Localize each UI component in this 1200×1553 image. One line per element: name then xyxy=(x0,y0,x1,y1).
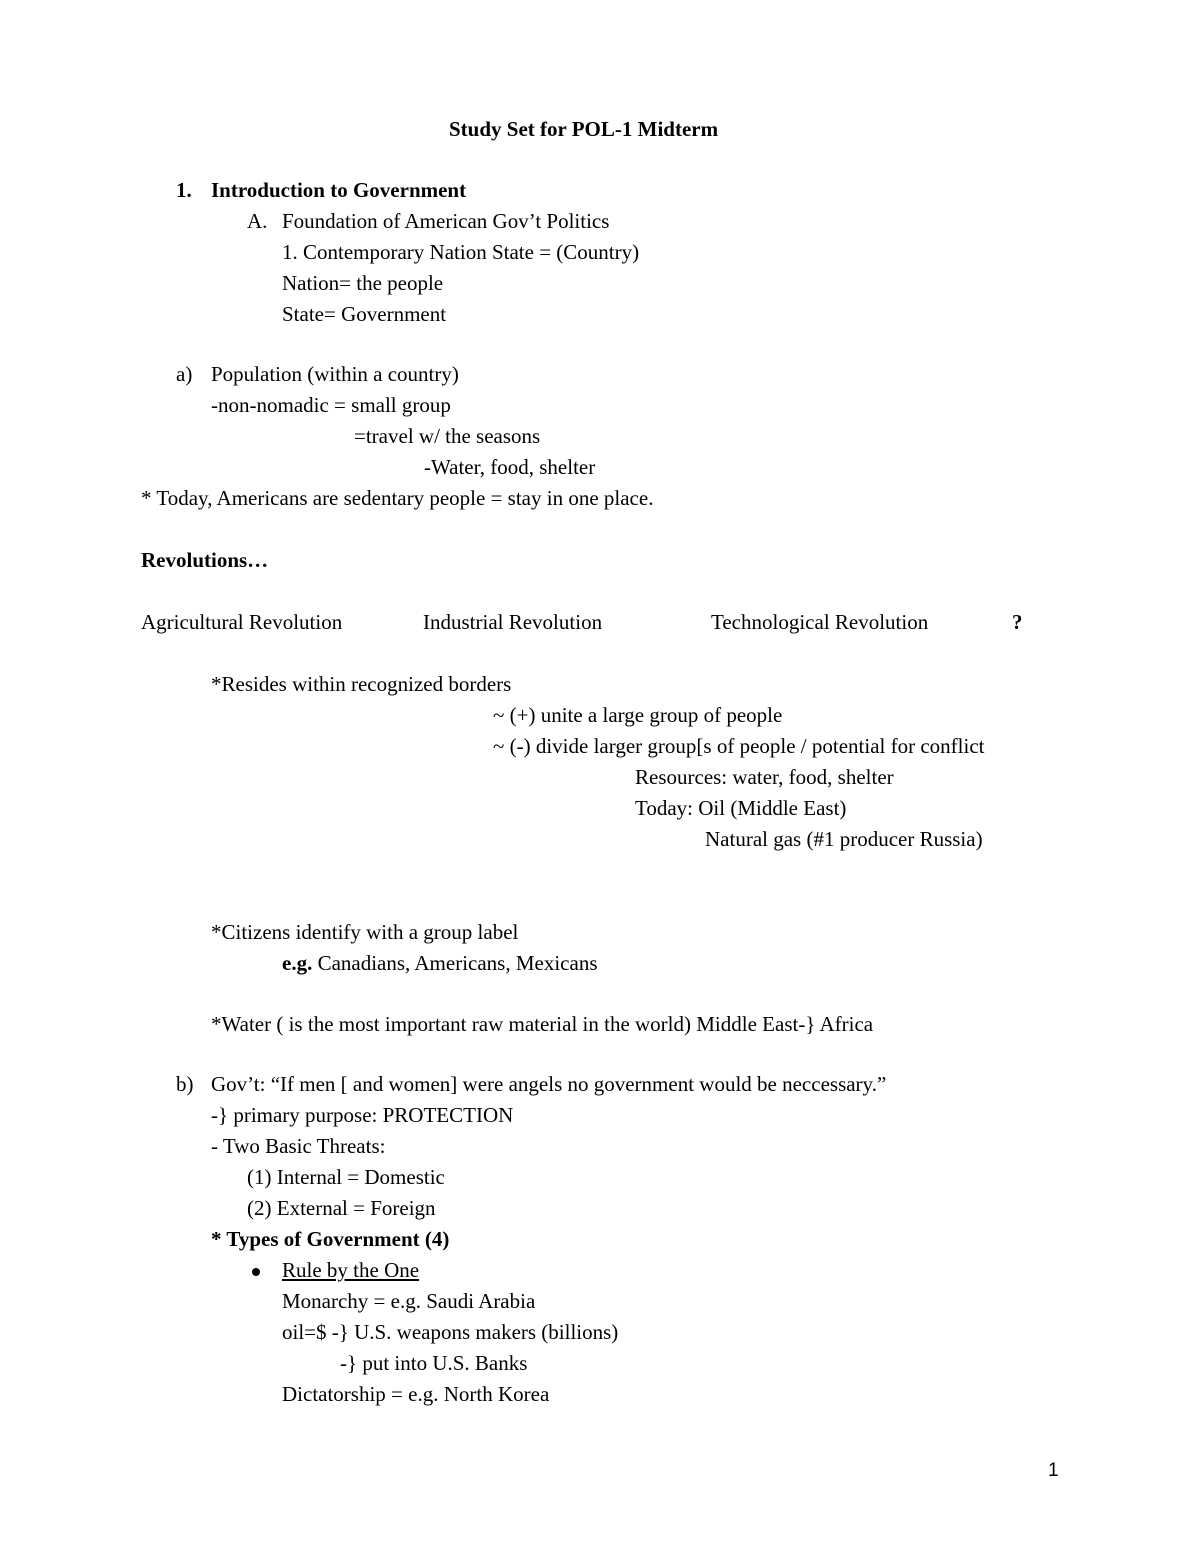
subsection-heading: Foundation of American Gov’t Politics xyxy=(282,209,610,233)
revolution-item: Agricultural Revolution xyxy=(141,610,343,634)
list-item: 1. Contemporary Nation State = (Country) xyxy=(282,240,640,264)
revolution-item: Technological Revolution xyxy=(711,610,929,634)
note-line: =travel w/ the seasons xyxy=(354,424,541,448)
types-heading: * Types of Government (4) xyxy=(211,1227,450,1251)
example-label: e.g. xyxy=(282,951,313,975)
example-line xyxy=(282,953,598,974)
part-heading: Gov’t: “If men [ and women] were angels no government would be neccessary.” xyxy=(211,1072,887,1096)
section-heading: Introduction to Government xyxy=(211,178,467,202)
revolution-item: Industrial Revolution xyxy=(423,610,603,634)
note-line: Natural gas (#1 producer Russia) xyxy=(705,827,983,851)
note-line: *Resides within recognized borders xyxy=(211,672,512,696)
note-line: ~ (+) unite a large group of people xyxy=(493,703,783,727)
part-letter: a) xyxy=(176,362,193,386)
note-line: Dictatorship = e.g. North Korea xyxy=(282,1382,550,1406)
bullet-icon xyxy=(252,1268,260,1276)
document-title: Study Set for POL-1 Midterm xyxy=(449,117,719,141)
example-text: Canadians, Americans, Mexicans xyxy=(317,951,598,975)
note-line: -non-nomadic = small group xyxy=(211,393,451,417)
part-heading: Population (within a country) xyxy=(211,362,459,386)
note-line: ~ (-) divide larger group[s of people / potential for conflict xyxy=(493,734,985,758)
bullet-item: Rule by the One xyxy=(282,1258,420,1282)
note-line: oil=$ -} U.S. weapons makers (billions) xyxy=(282,1320,619,1344)
page-number: 1 xyxy=(1048,1460,1059,1481)
revolution-question: ? xyxy=(1012,610,1023,634)
definition-line: Nation= the people xyxy=(282,271,444,295)
note-line: -} put into U.S. Banks xyxy=(340,1351,528,1375)
revolutions-heading: Revolutions… xyxy=(141,548,269,572)
note-line: -} primary purpose: PROTECTION xyxy=(211,1103,514,1127)
note-line: *Water ( is the most important raw material in the world) Middle East-} Africa xyxy=(211,1012,874,1036)
note-line: * Today, Americans are sedentary people = stay in one place. xyxy=(141,486,654,510)
note-line: Today: Oil (Middle East) xyxy=(635,796,847,820)
part-letter: b) xyxy=(176,1072,194,1096)
definition-line: State= Government xyxy=(282,302,447,326)
section-number: 1. xyxy=(176,178,192,202)
note-line: Resources: water, food, shelter xyxy=(635,765,894,789)
note-line: *Citizens identify with a group label xyxy=(211,920,519,944)
note-line: (2) External = Foreign xyxy=(247,1196,436,1220)
note-line: (1) Internal = Domestic xyxy=(247,1165,445,1189)
note-line: -Water, food, shelter xyxy=(424,455,596,479)
subsection-letter: A. xyxy=(247,209,268,233)
note-line: - Two Basic Threats: xyxy=(211,1134,386,1158)
note-line: Monarchy = e.g. Saudi Arabia xyxy=(282,1289,536,1313)
